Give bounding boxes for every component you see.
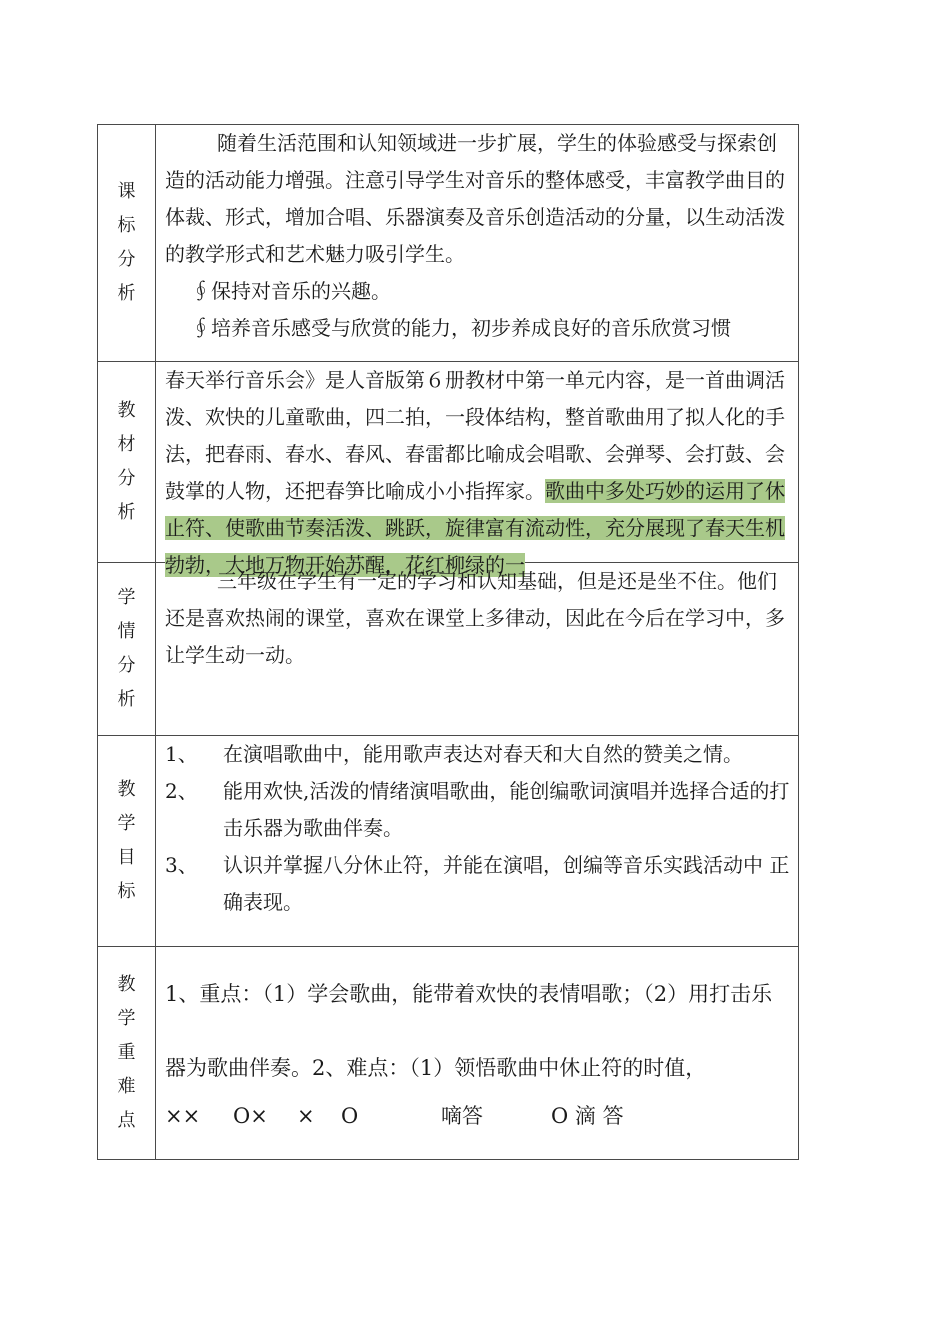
row-label-student-analysis — [98, 563, 156, 736]
row-label-textbook-analysis — [98, 362, 156, 563]
objective-item — [165, 847, 790, 921]
rhythm-mark: O — [341, 1103, 359, 1128]
row-key-points — [98, 947, 799, 1160]
label-char: 标 — [117, 215, 136, 236]
lesson-plan-table — [97, 124, 799, 1160]
label-char: 学 — [117, 587, 136, 608]
label-char: 重 — [117, 1042, 136, 1063]
textbook-paragraph — [165, 362, 790, 584]
label-char: 析 — [117, 502, 136, 523]
key-points-content — [156, 947, 799, 1160]
teaching-objectives-content — [156, 736, 799, 947]
objective-text: 在演唱歌曲中，能用歌声表达对春天和大自然的赞美之情。 — [223, 742, 743, 766]
key-points-text: 1、重点：（1）学会歌曲，能带着欢快的表情唱歌；（2）用打击乐器为歌曲伴奏。2、难点：（1）领悟歌曲中休止符的时值， — [165, 982, 773, 1080]
standard-bullet: ∮保持对音乐的兴趣。 — [191, 279, 391, 303]
label-char: 教 — [117, 400, 136, 421]
label-char: 点 — [117, 1110, 136, 1131]
objective-number: 1、 — [165, 742, 198, 766]
standard-paragraph: 随着生活范围和认知领域进一步扩展，学生的体验感受与探索创造的活动能力增强。注意引导学生对音乐的整体感受，丰富教学曲目的体裁、形式，增加合唱、乐器演奏及音乐创造活动的分量，以生动活泼的教学形式和艺术魅力吸引学生。 — [165, 131, 785, 266]
label-char: 难 — [117, 1076, 136, 1097]
rhythm-mark: 嘀答 — [441, 1103, 483, 1128]
label-char: 目 — [117, 847, 136, 868]
label-char: 分 — [117, 249, 136, 270]
row-textbook-analysis — [98, 362, 799, 563]
rhythm-mark: × — [297, 1103, 315, 1128]
label-char: 析 — [117, 283, 136, 304]
student-analysis-content — [156, 563, 799, 736]
objective-text: 能用欢快,活泼的情绪演唱歌曲，能创编歌词演唱并选择合适的打击乐器为歌曲伴奏。 — [223, 779, 790, 840]
rhythm-mark: O 滴 答 — [551, 1103, 624, 1128]
row-label-teaching-objectives — [98, 736, 156, 947]
textbook-analysis-content — [156, 362, 799, 577]
label-char: 情 — [117, 621, 136, 642]
rhythm-mark: O× — [233, 1103, 268, 1128]
label-char: 分 — [117, 468, 136, 489]
textbook-highlighted-text: 歌曲中多处巧妙的运用了休止符、使歌曲节奏活泼、跳跃，旋律富有流动性，充分展现了春天生机勃勃，大地万物开始苏醒，花红柳绿的一 — [165, 479, 785, 577]
label-char: 教 — [117, 779, 136, 800]
label-char: 学 — [117, 1008, 136, 1029]
objective-item — [165, 736, 790, 773]
label-char: 分 — [117, 655, 136, 676]
objective-number: 2、 — [165, 779, 198, 803]
label-char: 材 — [117, 434, 136, 455]
row-label-key-points — [98, 947, 156, 1160]
row-label-standard-analysis — [98, 125, 156, 362]
rhythm-mark: ×× — [165, 1103, 201, 1128]
label-char: 标 — [117, 881, 136, 902]
standard-analysis-content — [156, 125, 799, 362]
textbook-text: 春天举行音乐会》是人音版第６册教材中第一单元内容，是一首曲调活泼、欢快的儿童歌曲，四二拍，一段体结构，整首歌曲用了拟人化的手法，把春雨、春水、春风、春雷都比喻成会唱歌、会弹琴、会打鼓、会鼓掌的人物，还把春笋比喻成小小指挥家。 — [165, 368, 785, 503]
label-char: 析 — [117, 689, 136, 710]
row-standard-analysis — [98, 125, 799, 362]
objective-item — [165, 773, 790, 847]
label-char: 教 — [117, 974, 136, 995]
objective-number: 3、 — [165, 853, 198, 877]
row-student-analysis — [98, 563, 799, 736]
label-char: 课 — [117, 181, 136, 202]
label-char: 学 — [117, 813, 136, 834]
standard-bullet: ∮培养音乐感受与欣赏的能力，初步养成良好的音乐欣赏习惯 — [191, 316, 731, 340]
students-paragraph: 三年级在学生有一定的学习和认知基础，但是还是坐不住。他们还是喜欢热闹的课堂，喜欢在课堂上多律动，因此在今后在学习中，多让学生动一动。 — [165, 569, 785, 667]
objective-text: 认识并掌握八分休止符，并能在演唱，创编等音乐实践活动中 正确表现。 — [223, 853, 790, 914]
row-teaching-objectives — [98, 736, 799, 947]
